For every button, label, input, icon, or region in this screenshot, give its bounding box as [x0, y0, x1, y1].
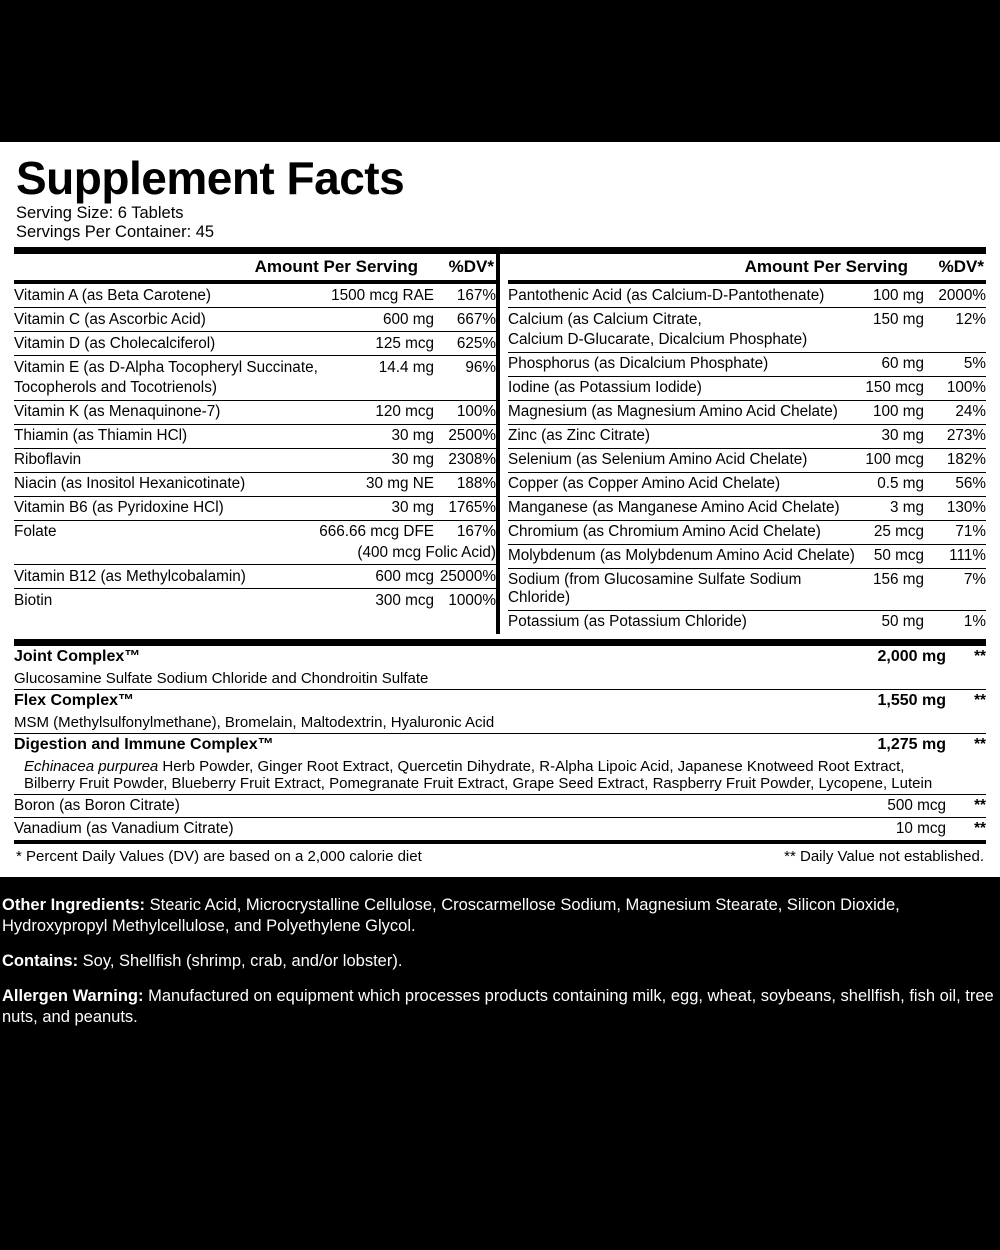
footnote-not-established: ** Daily Value not established. — [784, 847, 984, 865]
nutrient-amount: 50 mg — [865, 610, 924, 634]
table-row-continuation — [14, 544, 496, 565]
blend-description-row — [14, 668, 986, 690]
blend-amount: 2,000 mg — [877, 647, 946, 665]
divider-thick-top — [14, 247, 986, 254]
blend-row — [14, 733, 986, 756]
amount-per-serving-label-right: Amount Per Serving — [744, 257, 908, 276]
table-row-continuation — [508, 331, 986, 352]
table-row — [14, 565, 496, 589]
nutrient-name: Vitamin D (as Cholecalciferol) — [14, 332, 319, 356]
blend-amount: 1,550 mg — [877, 691, 946, 709]
nutrient-dv: 167% — [434, 520, 496, 544]
nutrient-amount: 100 mg — [872, 286, 924, 304]
nutrient-dv: 1000% — [434, 589, 496, 613]
table-row — [508, 352, 986, 376]
table-row — [508, 400, 986, 424]
serving-size: Serving Size: 6 Tablets — [16, 204, 184, 222]
nutrient-amount: 10 mcg — [751, 817, 946, 840]
nutrient-amount: 500 mcg — [751, 794, 946, 817]
nutrient-amount: 100 mg — [865, 400, 924, 424]
nutrient-name: Vitamin B12 (as Methylcobalamin) — [14, 565, 319, 589]
nutrient-amount: 600 mg — [319, 308, 434, 332]
table-row — [14, 332, 496, 356]
nutrient-name: Potassium (as Potassium Chloride) — [508, 610, 865, 634]
contains-text: Soy, Shellfish (shrimp, crab, and/or lobster). — [78, 952, 403, 970]
table-row — [508, 308, 986, 332]
table-row — [508, 424, 986, 448]
nutrient-name: Vitamin C (as Ascorbic Acid) — [14, 308, 319, 332]
left-nutrient-table — [14, 284, 496, 612]
nutrient-name-continuation: Tocopherols and Tocotrienols) — [14, 379, 217, 396]
table-row — [14, 448, 496, 472]
nutrient-amount: 30 mg — [319, 424, 434, 448]
left-column-header — [14, 254, 496, 280]
nutrient-dv: 71% — [924, 520, 986, 544]
blend-row — [14, 646, 986, 668]
blend-dv: ** — [974, 735, 986, 753]
nutrient-name: Manganese (as Manganese Amino Acid Chelate) — [508, 496, 865, 520]
nutrient-amount: 3 mg — [865, 496, 924, 520]
allergen-warning-paragraph — [2, 986, 998, 1028]
nutrient-dv: 24% — [924, 400, 986, 424]
other-ingredients-label: Other Ingredients: — [2, 896, 146, 914]
nutrient-amount: 30 mg NE — [319, 472, 434, 496]
table-row — [508, 520, 986, 544]
blend-description-row — [14, 756, 986, 795]
right-column-header — [508, 254, 986, 280]
nutrient-name: Copper (as Copper Amino Acid Chelate) — [508, 472, 865, 496]
nutrient-amount: 1500 mcg RAE — [331, 286, 434, 304]
blend-description-italic: Echinacea purpurea — [24, 757, 159, 775]
nutrient-name-continuation: Calcium D-Glucarate, Dicalcium Phosphate) — [508, 331, 808, 348]
other-ingredients-paragraph — [2, 895, 998, 937]
nutrient-name: Sodium (from Glucosamine Sulfate Sodium Chloride) — [508, 568, 865, 610]
table-row — [508, 376, 986, 400]
nutrient-name: Folate — [14, 520, 319, 544]
nutrient-name: Molybdenum (as Molybdenum Amino Acid Chelate) — [508, 544, 865, 568]
table-row — [14, 589, 496, 613]
nutrient-name: Pantothenic Acid (as Calcium-D-Pantothenate) — [508, 286, 825, 304]
blend-row — [14, 689, 986, 712]
nutrient-name: Iodine (as Potassium Iodide) — [508, 376, 865, 400]
nutrient-amount: 30 mg — [865, 424, 924, 448]
dv-label-right: %DV* — [938, 257, 984, 276]
footnotes — [14, 844, 986, 867]
table-row — [508, 496, 986, 520]
nutrient-dv: 667% — [434, 308, 496, 332]
table-row — [508, 448, 986, 472]
right-nutrient-table — [508, 284, 986, 634]
blend-description-row — [14, 712, 986, 734]
nutrient-dv: 1765% — [434, 496, 496, 520]
blend-description-line2: Bilberry Fruit Powder, Blueberry Fruit Extract, Pomegranate Fruit Extract, Grape Seed Extract, Raspberry Fruit Powder, Lycopene, Lutein — [24, 774, 933, 792]
nutrient-amount-continuation: (400 mcg Folic Acid) — [357, 543, 496, 561]
amount-per-serving-label-left: Amount Per Serving — [254, 257, 418, 276]
table-row — [14, 284, 496, 308]
nutrient-dv: 56% — [924, 472, 986, 496]
nutrient-name: Selenium (as Selenium Amino Acid Chelate) — [508, 448, 865, 472]
servings-per-container: Servings Per Container: 45 — [16, 223, 215, 241]
nutrient-column-left — [14, 254, 500, 634]
table-row — [14, 400, 496, 424]
nutrient-dv: 12% — [924, 308, 986, 332]
nutrient-name: Boron (as Boron Citrate) — [14, 794, 751, 817]
nutrient-dv: 2308% — [434, 448, 496, 472]
nutrient-amount: 0.5 mg — [865, 472, 924, 496]
allergen-warning-label: Allergen Warning: — [2, 987, 144, 1005]
nutrient-amount: 300 mcg — [319, 589, 434, 613]
nutrient-name: Thiamin (as Thiamin HCl) — [14, 424, 319, 448]
nutrient-amount: 30 mg — [319, 448, 434, 472]
nutrient-amount: 120 mcg — [319, 400, 434, 424]
blend-description: Glucosamine Sulfate Sodium Chloride and Chondroitin Sulfate — [14, 669, 429, 687]
divider-thick-blends — [14, 639, 986, 646]
table-row — [508, 544, 986, 568]
table-row — [14, 817, 986, 840]
nutrient-name: Vitamin A (as Beta Carotene) — [14, 286, 211, 304]
nutrient-amount: 125 mcg — [319, 332, 434, 356]
nutrient-name: Vitamin K (as Menaquinone-7) — [14, 400, 319, 424]
nutrient-name: Niacin (as Inositol Hexanicotinate) — [14, 472, 319, 496]
nutrient-name: Vitamin E (as D-Alpha Tocopheryl Succinate, — [14, 356, 319, 380]
supplement-facts-panel — [0, 142, 1000, 877]
page-title: Supplement Facts — [16, 152, 405, 204]
nutrient-dv: 111% — [924, 544, 986, 568]
table-row — [14, 308, 496, 332]
nutrient-amount: 25 mcg — [865, 520, 924, 544]
blend-amount: 1,275 mg — [877, 735, 946, 753]
nutrient-dv: ** — [946, 817, 986, 840]
nutrient-dv: 96% — [434, 356, 496, 380]
nutrient-amount: 14.4 mg — [319, 356, 434, 380]
nutrient-name: Zinc (as Zinc Citrate) — [508, 424, 865, 448]
nutrient-amount: 100 mcg — [865, 448, 924, 472]
blend-name: Flex Complex™ — [14, 691, 135, 709]
blends-table — [14, 646, 986, 840]
blend-description: MSM (Methylsulfonylmethane), Bromelain, Maltodextrin, Hyaluronic Acid — [14, 713, 495, 731]
nutrient-dv: 5% — [924, 352, 986, 376]
nutrient-dv: 7% — [924, 568, 986, 610]
blend-name: Joint Complex™ — [14, 647, 141, 665]
table-row — [14, 472, 496, 496]
table-row — [508, 284, 986, 308]
table-row — [14, 424, 496, 448]
blend-dv: ** — [974, 647, 986, 665]
nutrient-amount: 30 mg — [319, 496, 434, 520]
bottom-text-block — [0, 895, 1000, 1042]
table-row-continuation — [14, 379, 496, 400]
nutrient-dv: 2500% — [434, 424, 496, 448]
nutrient-columns — [14, 254, 986, 634]
nutrient-name: Riboflavin — [14, 448, 319, 472]
nutrient-name: Phosphorus (as Dicalcium Phosphate) — [508, 352, 865, 376]
nutrient-dv: 625% — [434, 332, 496, 356]
table-row — [508, 472, 986, 496]
nutrient-dv: ** — [946, 794, 986, 817]
nutrient-amount: 600 mcg — [319, 565, 434, 589]
other-ingredients-text: Stearic Acid, Microcrystalline Cellulose, Croscarmellose Sodium, Magnesium Stearate, Silicon Dioxide, Hydroxypropyl Methylcellulose, and Polyethylene Glycol. — [2, 896, 900, 935]
nutrient-dv: 188% — [434, 472, 496, 496]
nutrient-name: Magnesium (as Magnesium Amino Acid Chelate) — [508, 400, 865, 424]
nutrient-name: Vanadium (as Vanadium Citrate) — [14, 817, 751, 840]
allergen-warning-text: Manufactured on equipment which processes products containing milk, egg, wheat, soybeans, shellfish, fish oil, tree nuts, and peanuts. — [2, 987, 994, 1026]
nutrient-dv: 182% — [924, 448, 986, 472]
nutrient-dv: 1% — [924, 610, 986, 634]
table-row — [14, 496, 496, 520]
blend-description-line1: Herb Powder, Ginger Root Extract, Quercetin Dihydrate, R-Alpha Lipoic Acid, Japanese Knotweed Root Extract, — [158, 757, 905, 775]
nutrient-amount: 150 mg — [865, 308, 924, 332]
nutrient-dv: 25000% — [434, 565, 496, 589]
blend-description — [14, 756, 986, 795]
nutrient-dv: 2000% — [938, 286, 986, 304]
nutrient-amount: 50 mcg — [865, 544, 924, 568]
nutrient-amount: 156 mg — [865, 568, 924, 610]
blend-dv: ** — [974, 691, 986, 709]
nutrient-dv: 167% — [456, 286, 496, 304]
contains-paragraph — [2, 951, 998, 972]
blend-name: Digestion and Immune Complex™ — [14, 735, 274, 753]
spacer-cell — [14, 544, 319, 565]
nutrient-name: Calcium (as Calcium Citrate, — [508, 308, 865, 332]
nutrient-amount: 150 mcg — [865, 376, 924, 400]
nutrient-dv: 130% — [924, 496, 986, 520]
dv-label-left: %DV* — [448, 257, 494, 276]
table-row — [508, 568, 986, 610]
nutrient-amount: 666.66 mcg DFE — [319, 520, 434, 544]
nutrient-column-right — [500, 254, 986, 634]
nutrient-name: Vitamin B6 (as Pyridoxine HCl) — [14, 496, 319, 520]
nutrient-name: Biotin — [14, 589, 319, 613]
nutrient-amount: 60 mg — [865, 352, 924, 376]
nutrient-dv: 273% — [924, 424, 986, 448]
table-row — [14, 794, 986, 817]
footnote-daily-value: * Percent Daily Values (DV) are based on a 2,000 calorie diet — [16, 847, 422, 865]
table-row — [14, 356, 496, 380]
nutrient-dv: 100% — [434, 400, 496, 424]
contains-label: Contains: — [2, 952, 79, 970]
nutrient-dv: 100% — [924, 376, 986, 400]
nutrient-name: Chromium (as Chromium Amino Acid Chelate) — [508, 520, 865, 544]
table-row — [14, 520, 496, 544]
table-row — [508, 610, 986, 634]
